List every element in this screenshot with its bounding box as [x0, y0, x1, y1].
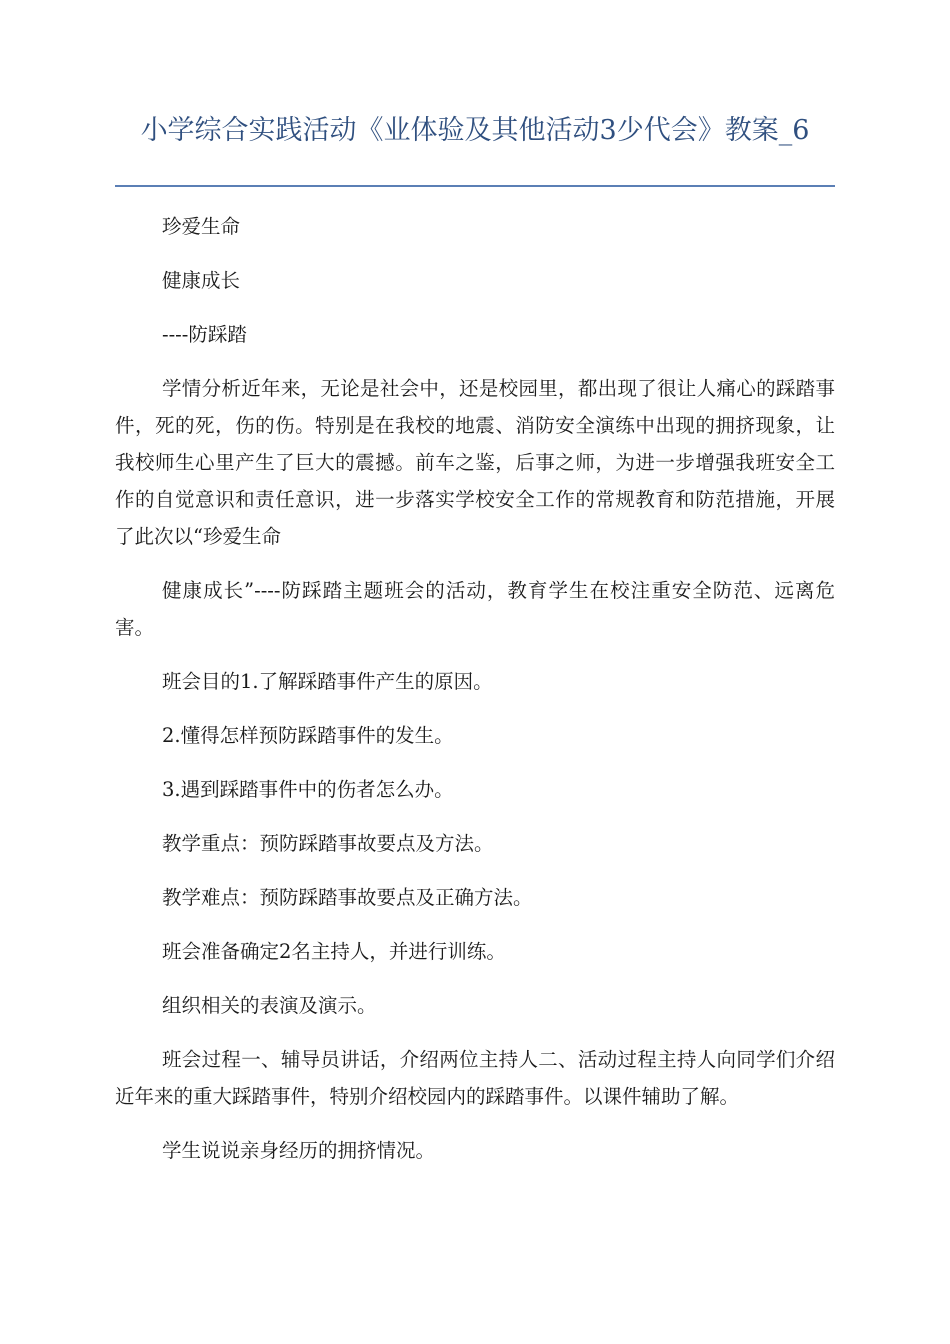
paragraph-subtitle: ----防踩踏 [162, 323, 247, 346]
paragraph-key-point: 教学重点：预防踩踏事故要点及方法。 [162, 832, 494, 855]
paragraph-goal-3: 3.遇到踩踏事件中的伤者怎么办。 [162, 778, 454, 801]
paragraph-organize: 组织相关的表演及演示。 [162, 994, 377, 1017]
title-underline [115, 185, 835, 187]
paragraph-student-share: 学生说说亲身经历的拥挤情况。 [162, 1139, 436, 1162]
paragraph-analysis: 学情分析近年来，无论是社会中，还是校园里，都出现了很让人痛心的踩踏事件，死的死，伤的伤。特别是在我校的地震、消防安全演练中出现的拥挤现象，让我校师生心里产生了巨大的震撼。前车之鉴，后事之师，为进一步增强我班安全工作的自觉意识和责任意识，进一步落实学校安全工作的常规教育和防范措施，开展了此次以“珍爱生命 [115, 377, 835, 548]
paragraph-difficulty: 教学难点：预防踩踏事故要点及正确方法。 [162, 886, 533, 909]
paragraph-heading-2: 健康成长 [162, 269, 241, 292]
paragraph-analysis-cont: 健康成长”----防踩踏主题班会的活动，教育学生在校注重安全防范、远离危害。 [115, 579, 835, 639]
document-body [115, 208, 835, 1169]
paragraph-preparation: 班会准备确定2名主持人，并进行训练。 [162, 940, 506, 963]
paragraph-goal-1: 班会目的1.了解踩踏事件产生的原因。 [162, 670, 493, 693]
paragraph-goal-2: 2.懂得怎样预防踩踏事件的发生。 [162, 724, 454, 747]
paragraph-process: 班会过程一、辅导员讲话，介绍两位主持人二、活动过程主持人向同学们介绍近年来的重大踩踏事件，特别介绍校园内的踩踏事件。以课件辅助了解。 [115, 1048, 835, 1108]
document-title: 小学综合实践活动《业体验及其他活动3少代会》教案_6 [140, 115, 810, 146]
paragraph-heading-1: 珍爱生命 [162, 215, 241, 238]
